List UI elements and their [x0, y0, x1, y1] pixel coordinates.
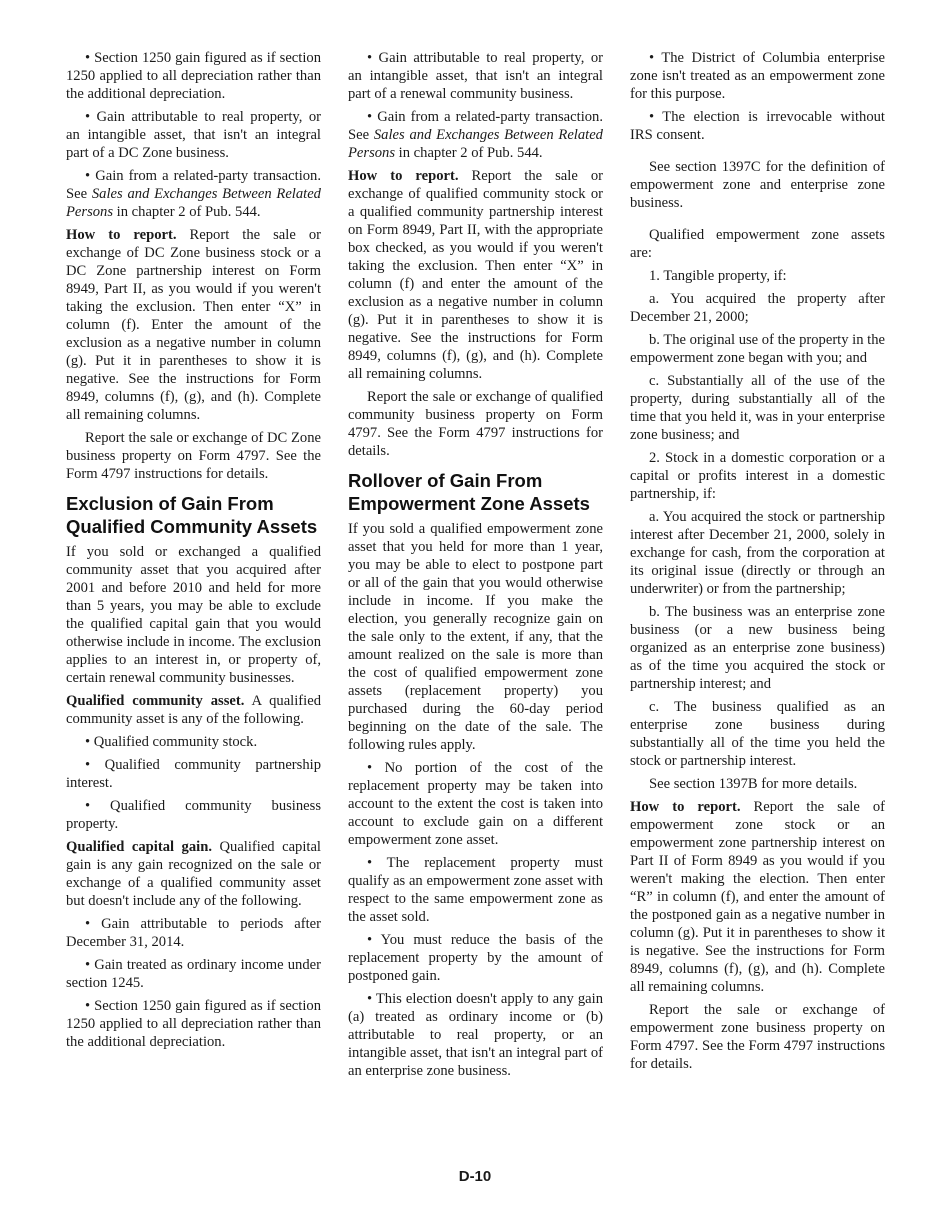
paragraph-intro: If you sold a qualified empowerment zone asset that you held for more than 1 year, you may be able to elect to postpone part or all of the gain that you would otherwise include in income. If you make the election, you generally recognize gain on the sale only to the extent, if any, that the amount realized on the sale is more than the cost of qualified empowerment zone assets (replacement property) you purchased during the 60-day period beginning on the date of the sale. The following rules apply. — [348, 521, 603, 753]
how-to-report-empowerment: How to report. Report the sale of empowerment zone stock or an empowerment zone partnership interest on Part II of Form 8949 as you would if you weren't making the election. Then enter “R” in column (f), and enter the amount of the postponed gain as a negative number in column (g). Put it in parentheses to show it is negative. See the instructions for Form 8949, columns (f), (g), and (h). Complete all remaining columns. — [630, 799, 885, 995]
rule-bullet-5: • The District of Columbia enterprise zone isn't treated as an empowerment zone for this purpose. — [630, 50, 885, 102]
run-in-heading: Qualified community asset. — [66, 693, 245, 709]
bullet-section-1245: • Gain treated as ordinary income under section 1245. — [66, 957, 321, 991]
bullet-section-1250: • Section 1250 gain figured as if section 1250 applied to all depreciation rather than the additional depreciation. — [66, 998, 321, 1050]
paragraph-form-4797: Report the sale or exchange of qualified community business property on Form 4797. See the Form 4797 instructions for details. — [348, 389, 603, 459]
run-in-heading: Qualified capital gain. — [66, 839, 212, 855]
rule-bullet-2: • The replacement property must qualify as an empowerment zone asset with respect to the same empowerment zone as the asset sold. — [348, 855, 603, 925]
column-1 — [66, 49, 321, 1056]
list-item-1a: a. You acquired the property after December 21, 2000; — [630, 291, 885, 325]
section-heading-qualified-community: Exclusion of Gain From Qualified Community Assets — [66, 493, 318, 537]
run-in-heading: How to report. — [66, 227, 177, 243]
qualified-capital-gain-def: Qualified capital gain. Qualified capital gain is any gain recognized on the sale or exchange of a qualified community asset but doesn't include any of the following. — [66, 839, 321, 909]
paragraph-form-4797: Report the sale or exchange of DC Zone business property on Form 4797. See the Form 4797 instructions for details. — [66, 430, 321, 482]
section-heading-rollover: Rollover of Gain From Empowerment Zone Assets — [348, 470, 590, 514]
bullet-partnership-interest: • Qualified community partnership interest. — [66, 757, 321, 791]
list-item-2c: c. The business qualified as an enterprise zone business during substantially all of the time you held the stock or partnership interest. — [630, 699, 885, 769]
pub-reference: Sales and Exchanges Between Related Persons — [348, 127, 603, 161]
page-number: D-10 — [458, 1168, 492, 1185]
run-in-heading: How to report. — [630, 799, 741, 815]
paragraph-see-1397b: See section 1397B for more details. — [649, 776, 858, 792]
how-to-report-community: How to report. Report the sale or exchange of qualified community stock or a qualified community partnership interest on Form 8949, Part II, with the appropriate box checked, as you would if you weren't taking the exclusion. Then enter “X” in column (f) and enter the amount of the exclusion as a negative number in column (g). Put it in parentheses to show it is negative. See the instructions for Form 8949, columns (f), (g), and (h). Complete all remaining columns. — [348, 168, 603, 382]
bullet-business-property: • Qualified community business property. — [66, 798, 321, 832]
how-to-report-dc: How to report. Report the sale or exchange of DC Zone business stock or a DC Zone partnership interest on Form 8949, Part II, as you would if you weren't taking the exclusion. Then enter “X” in column (f). Enter the amount of the exclusion as a negative number in column (g). Put it in parentheses to show it is negative. See the instructions for Form 8949, columns (f), (g), and (h). Complete all remaining columns. — [66, 227, 321, 423]
list-item-1c: c. Substantially all of the use of the property, during substantially all of the time that you held it, was in your enterprise zone business; and — [630, 373, 885, 443]
paragraph-intro: If you sold or exchanged a qualified community asset that you acquired after 2001 and before 2010 and held for more than 5 years, you may be able to exclude the qualified capital gain that you would otherwise include in income. The exclusion applies to an interest in, or property of, certain renewal community businesses. — [66, 544, 321, 686]
bullet-section-1250: • Section 1250 gain figured as if section 1250 applied to all depreciation rather than the additional depreciation. — [66, 50, 321, 102]
list-item-1b: b. The original use of the property in the empowerment zone began with you; and — [630, 332, 886, 366]
paragraph-see-1397c: See section 1397C for the definition of empowerment zone and enterprise zone business. — [630, 159, 885, 211]
bullet-related-party: • Gain from a related-party transaction. See Sales and Exchanges Between Related Persons in chapter 2 of Pub. 544. — [66, 168, 321, 220]
bullet-stock: • Qualified community stock. — [85, 734, 258, 750]
rule-bullet-3: • You must reduce the basis of the replacement property by the amount of postponed gain. — [348, 932, 603, 984]
paragraph-form-4797: Report the sale or exchange of empowerment zone business property on Form 4797. See the Form 4797 instructions for details. — [630, 1002, 885, 1072]
list-item-2b: b. The business was an enterprise zone business (or a new business being organized as an enterprise zone business) as of the time you acquired the stock or partnership interest; and — [630, 604, 885, 692]
rule-bullet-4: • This election doesn't apply to any gain (a) treated as ordinary income or (b) attributable to real property, or an intangible asset, that isn't an integral part of an enterprise zone business. — [348, 991, 603, 1079]
paragraph-qualified-assets: Qualified empowerment zone assets are: — [630, 227, 885, 261]
run-in-heading: How to report. — [348, 168, 459, 184]
qualified-community-asset-def: Qualified community asset. A qualified community asset is any of the following. — [66, 693, 321, 727]
list-item-2: 2. Stock in a domestic corporation or a capital or profits interest in a domestic partnership, if: — [630, 450, 885, 502]
pub-reference: Sales and Exchanges Between Related Persons — [66, 186, 321, 220]
rule-bullet-6: • The election is irrevocable without IRS consent. — [630, 109, 885, 143]
list-item-2a: a. You acquired the stock or partnership interest after December 21, 2000, solely in exchange for cash, from the corporation at its original issue (directly or through an underwriter) or from the partnership; — [630, 509, 885, 597]
bullet-periods-after: • Gain attributable to periods after December 31, 2014. — [66, 916, 321, 950]
column-3 — [630, 49, 885, 1078]
bullet-real-property: • Gain attributable to real property, or an intangible asset, that isn't an integral part of a DC Zone business. — [66, 109, 321, 161]
rule-bullet-1: • No portion of the cost of the replacement property may be taken into account to the extent the cost is taken into account to exclude gain on a different empowerment zone asset. — [348, 760, 603, 848]
bullet-real-property: • Gain attributable to real property, or an intangible asset, that isn't an integral part of a renewal community business. — [348, 50, 603, 102]
bullet-related-party: • Gain from a related-party transaction. See Sales and Exchanges Between Related Persons in chapter 2 of Pub. 544. — [348, 109, 603, 161]
list-item-1: 1. Tangible property, if: — [649, 268, 787, 284]
column-2 — [348, 49, 603, 1085]
